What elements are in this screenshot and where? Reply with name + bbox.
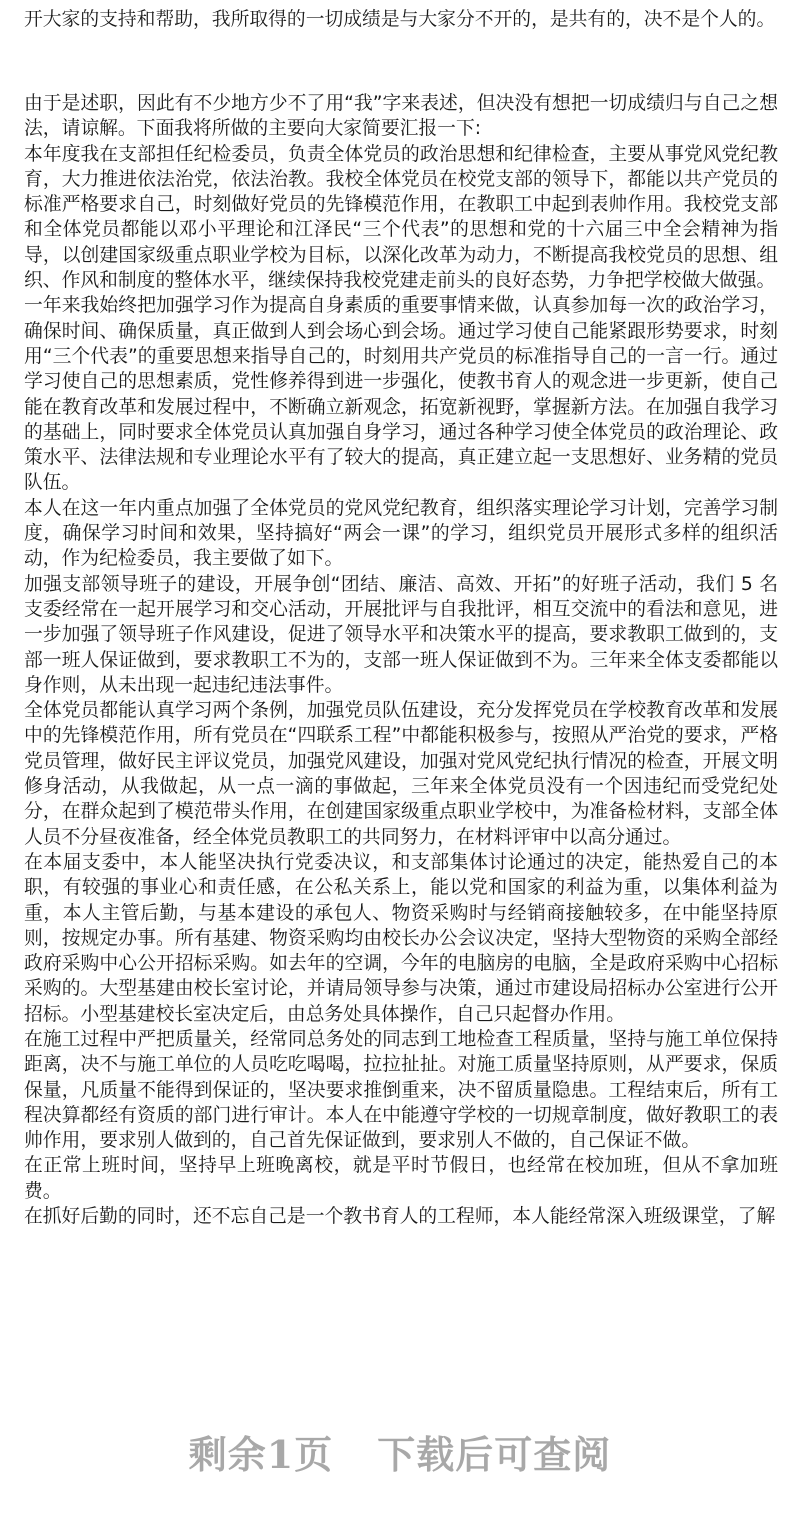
remaining-pages-label: 剩余1页 bbox=[188, 1432, 334, 1477]
download-prompt[interactable] bbox=[0, 1424, 800, 1479]
paragraph-continuation: 开大家的支持和帮助，我所取得的一切成绩是与大家分不开的，是共有的，决不是个人的。 bbox=[24, 9, 776, 30]
paragraph: 本年度我在支部担任纪检委员，负责全体党员的政治思想和纪律检查，主要从事党风党纪教育，大力推进依法治党，依法治教。我校全体党员在校党支部的领导下，都能以共产党员的标准严格要求自己，时刻做好党员的先锋模范作用，在教职工中起到表帅作用。我校党支部和全体党员都能以邓小平理论和江泽民“三个代表”的思想和党的十六届三中全会精神为指导，以创建国家级重点职业学校为目标，以深化改革为动力，不断提高我校党员的思想、组织、作风和制度的整体水平，继续保持我校党建走前头的良好态势，力争把学校做大做强。 bbox=[24, 143, 778, 292]
paragraph: 本人在这一年内重点加强了全体党员的党风党纪教育，组织落实理论学习计划，完善学习制度，确保学习时间和效果，坚持搞好“两会一课”的学习，组织党员开展形式多样的组织活动，作为纪检委员，我主要做了如下。 bbox=[24, 497, 778, 570]
paragraph: 在本届支委中，本人能坚决执行党委决议，和支部集体讨论通过的决定，能热爱自己的本职，有较强的事业心和责任感，在公私关系上，能以党和国家的利益为重，以集体利益为重，本人主管后勤，与基本建设的承包人、物资采购时与经销商接触较多，在中能坚持原则，按规定办事。所有基建、物资采购均由校长办公会议决定，坚持大型物资的采购全部经政府采购中心公开招标采购。如去年的空调，今年的电脑房的电脑，全是政府采购中心招标采购的。大型基建由校长室讨论，并请局领导参与决策，通过市建设局招标办公室进行公开招标。小型基建校长室决定后，由总务处具体操作，自己只起督办作用。 bbox=[24, 851, 778, 1025]
paragraph: 在正常上班时间，坚持早上班晚离校，就是平时节假日，也经常在校加班，但从不拿加班费。 bbox=[24, 1155, 778, 1202]
paragraph: 加强支部领导班子的建设，开展争创“团结、廉洁、高效、开拓”的好班子活动，我们 5 名支委经常在一起开展学习和交心活动，开展批评与自我批评，相互交流中的看法和意见，进一步加强了领导班子作风建设，促进了领导水平和决策水平的提高，要求教职工做到的，支部一班人保证做到，要求教职工不为的，支部一班人保证做到不为。三年来全体支委都能以身作则，从未出现一起违纪违法事件。 bbox=[24, 573, 778, 696]
previous-page-continuation bbox=[24, 7, 778, 32]
paragraph: 由于是述职，因此有不少地方少不了用“我”字来表述，但决没有想把一切成绩归与自己之想法，请谅解。下面我将所做的主要向大家简要汇报一下: bbox=[24, 93, 778, 140]
paragraph: 在抓好后勤的同时，还不忘自己是一个教书育人的工程师，本人能经常深入班级课堂，了解 bbox=[24, 1206, 776, 1228]
download-to-view-label: 下载后可查阅 bbox=[377, 1432, 612, 1477]
paragraph: 在施工过程中严把质量关，经常同总务处的同志到工地检查工程质量，坚持与施工单位保持距离，决不与施工单位的人员吃吃喝喝，拉拉扯扯。对施工质量坚持原则，从严要求，保质保量，凡质量不能得到保证的，坚决要求推倒重来，决不留质量隐患。工程结束后，所有工程决算都经有资质的部门进行审计。本人在中能遵守学校的一切规章制度，做好教职工的表帅作用，要求别人做到的，自己首先保证做到，要求别人不做的，自己保证不做。 bbox=[24, 1028, 778, 1152]
paragraph: 全体党员都能认真学习两个条例，加强党员队伍建设，充分发挥党员在学校教育改革和发展中的先锋模范作用，所有党员在“四联系工程”中都能积极参与，按照从严治党的要求，严格党员管理，做好民主评议党员，加强党风建设，加强对党风党纪执行情况的检查，开展文明修身活动，从我做起，从一点一滴的事做起，三年来全体党员没有一个因违纪而受党纪处分，在群众起到了模范带头作用，在创建国家级重点职业学校中，为准备检材料，支部全体人员不分昼夜准备，经全体党员教职工的共同努力，在材料评审中以高分通过。 bbox=[24, 700, 778, 848]
paragraph: 一年来我始终把加强学习作为提高自身素质的重要事情来做，认真参加每一次的政治学习，确保时间、确保质量，真正做到人到会场心到会场。通过学习使自己能紧跟形势要求，时刻用“三个代表”的重要思想来指导自己的，时刻用共产党员的标准指导自己的一言一行。通过学习使自己的思想素质，党性修养得到进一步强化，使教书育人的观念进一步更新，使自己能在教育改革和发展过程中，不断确立新观念，拓宽新视野，掌握新方法。在加强自我学习的基础上，同时要求全体党员认真加强自身学习，通过各种学习使全体党员的政治理论、政策水平、法律法规和专业理论水平有了较大的提高，真正建立起一支思想好、业务精的党员队伍。 bbox=[24, 295, 778, 494]
document-body bbox=[24, 91, 778, 1229]
